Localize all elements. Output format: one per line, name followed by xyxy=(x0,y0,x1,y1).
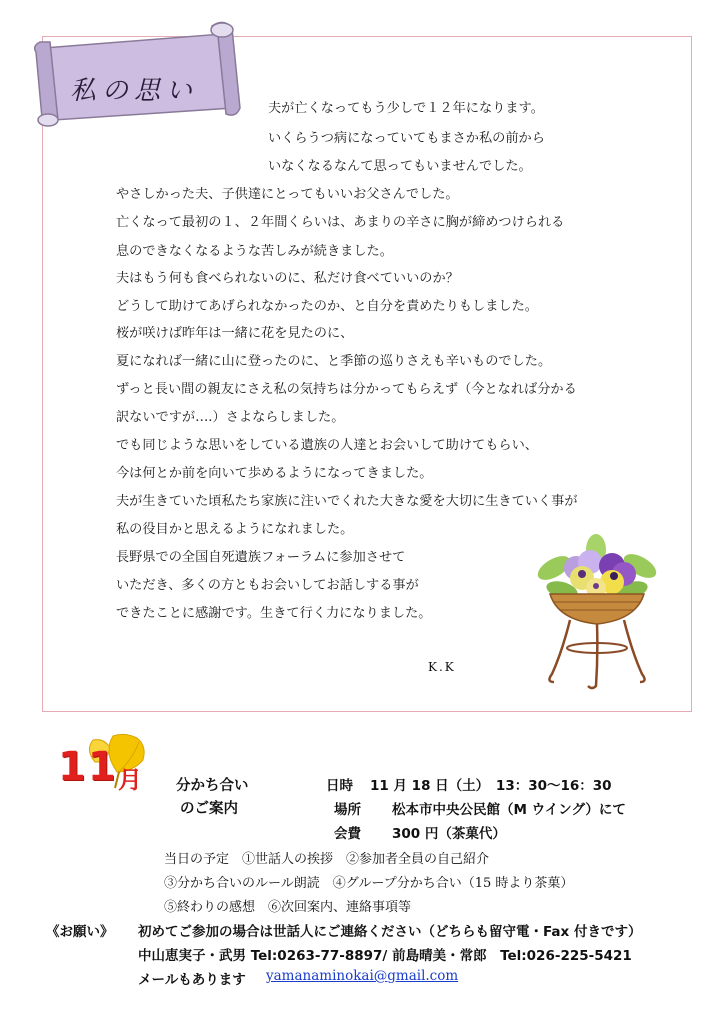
date-value: 11 月 18 日（土） 13：30〜16：30 xyxy=(370,778,612,794)
schedule-line: ⑤終わりの感想 ⑥次回案内、連絡事項等 xyxy=(164,900,412,915)
letter-line: 今は何とか前を向いて歩めるようになってきました。 xyxy=(116,466,433,481)
letter-line: 長野県での全国自死遺族フォーラムに参加させて xyxy=(116,550,406,565)
letter-line: でも同じような思いをしている遺族の人達とお会いして助けてもらい、 xyxy=(116,438,538,453)
title-scroll-banner xyxy=(26,12,244,128)
schedule-line: ③分かち合いのルール朗読 ④グループ分かち合い（15 時より茶菓） xyxy=(164,876,574,891)
email-link[interactable]: yamanaminokai@gmail.com xyxy=(266,968,459,984)
letter-line: いくらうつ病になっていてもまさか私の前から xyxy=(268,131,545,146)
letter-line: 夏になれば一緒に山に登ったのに、と季節の巡りさえも辛いものでした。 xyxy=(116,354,552,369)
letter-line: 夫はもう何も食べられないのに、私だけ食べていいのか？ xyxy=(116,271,459,286)
letter-line: ずっと長い間の親友にさえ私の気持ちは分かってもらえず（今となれば分かる xyxy=(116,382,577,397)
letter-line: やさしかった夫、子供達にとってもいいお父さんでした。 xyxy=(116,187,459,202)
letter-line: 亡くなって最初の１、２年間くらいは、あまりの辛さに胸が締めつけられる xyxy=(116,215,565,230)
heading-line2: のご案内 xyxy=(180,801,238,817)
month-suffix: 月 xyxy=(118,766,142,794)
letter-line: いなくなるなんて思ってもいませんでした。 xyxy=(268,159,532,174)
fee-value: 300 円（茶菓代） xyxy=(392,826,506,842)
month-number: 11 xyxy=(58,744,118,790)
letter-line: できたことに感謝です。生きて行く力になりました。 xyxy=(116,606,432,621)
letter-line: 息のできなくなるような苦しみが続きました。 xyxy=(116,244,393,259)
flower-basket-icon xyxy=(532,532,662,692)
page-title: 私の思い xyxy=(70,76,199,106)
letter-line: いただき、多くの方ともお会いしてお話しする事が xyxy=(116,578,419,593)
request-label: 《お願い》 xyxy=(46,924,114,940)
contact-phones: 中山恵実子・武男 Tel:0263-77-8897/ 前島晴美・常郎 Tel:026-225-5421 xyxy=(138,948,632,964)
date-label: 日時 xyxy=(326,778,353,794)
email-prefix: メールもあります xyxy=(138,972,246,988)
schedule-line: 当日の予定 ①世話人の挨拶 ②参加者全員の自己紹介 xyxy=(164,852,490,867)
place-label: 場所 xyxy=(334,802,361,818)
signature: K.K xyxy=(428,660,456,674)
fee-label: 会費 xyxy=(334,826,361,842)
heading-line1: 分かち合い xyxy=(176,778,249,794)
letter-line: 桜が咲けば昨年は一緒に花を見たのに、 xyxy=(116,326,354,341)
letter-line: 訳ないですが….）さよならしました。 xyxy=(116,410,345,425)
letter-line: 夫が亡くなってもう少しで１２年になります。 xyxy=(268,101,544,116)
request-text: 初めてご参加の場合は世話人にご連絡ください（どちらも留守電・Fax 付きです） xyxy=(138,924,642,940)
letter-line: 私の役目かと思えるようになれました。 xyxy=(116,522,354,537)
place-value: 松本市中央公民館（M ウイング）にて xyxy=(392,802,626,818)
letter-line: 夫が生きていた頃私たち家族に注いでくれた大きな愛を大切に生きていく事が xyxy=(116,494,578,509)
letter-line: どうして助けてあげられなかったのか、と自分を責めたりもしました。 xyxy=(116,299,538,314)
